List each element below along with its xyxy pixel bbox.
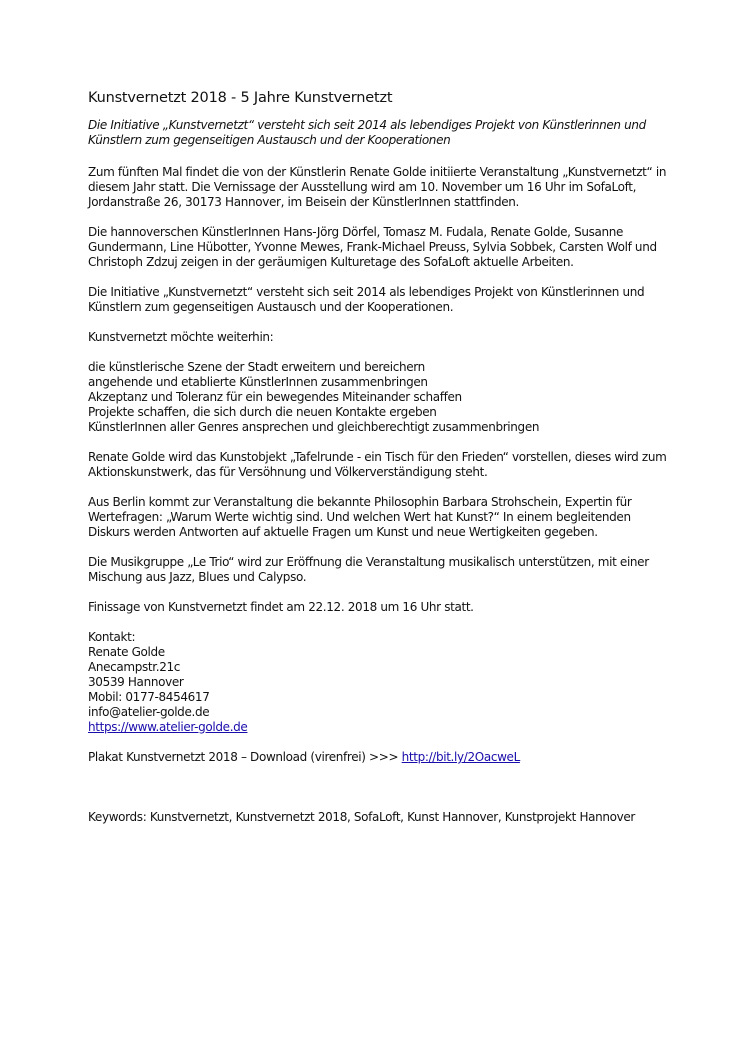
- list-item: die künstlerische Szene der Stadt erweitern und bereichern: [88, 360, 425, 374]
- contact-street: Anecampstr.21c: [88, 660, 181, 674]
- contact-label: Kontakt:: [88, 630, 136, 644]
- keywords-line: Keywords: Kunstvernetzt, Kunstvernetzt 2018, SofaLoft, Kunst Hannover, Kunstprojekt Hannover: [88, 810, 635, 824]
- document-subtitle: Die Initiative „Kunstvernetzt“ versteht sich seit 2014 als lebendiges Projekt von Künstlerinnen und Künstlern zum gegenseitigen Austausch und der Kooperationen: [88, 118, 646, 147]
- list-item: angehende und etablierte KünstlerInnen zusammenbringen: [88, 375, 428, 389]
- paragraph-philosophin: Aus Berlin kommt zur Veranstaltung die bekannte Philosophin Barbara Strohschein, Expertin für Wertefragen: „Warum Werte wichtig sind. Und welchen Wert hat Kunst?“ In einem begleitenden Diskurs werden Antworten auf aktuelle Fragen um Kunst und neue Wertigkeiten gegeben.: [88, 495, 632, 539]
- contact-mobile: Mobil: 0177-8454617: [88, 690, 210, 704]
- download-link[interactable]: http://bit.ly/2OacweL: [401, 750, 520, 764]
- paragraph-finissage: Finissage von Kunstvernetzt findet am 22.12. 2018 um 16 Uhr statt.: [88, 600, 474, 614]
- website-link[interactable]: https://www.atelier-golde.de: [88, 720, 248, 734]
- contact-email: info@atelier-golde.de: [88, 705, 210, 719]
- document-page: [88, 88, 668, 825]
- list-item: KünstlerInnen aller Genres ansprechen und gleichberechtigt zusammenbringen: [88, 420, 540, 434]
- goals-list: [88, 360, 668, 435]
- paragraph-tafelrunde: Renate Golde wird das Kunstobjekt „Tafelrunde - ein Tisch für den Frieden“ vorstellen, dieses wird zum Aktionskunstwerk, das für Versöhnung und Völkerverständigung steht.: [88, 450, 667, 479]
- paragraph-goals-intro: Kunstvernetzt möchte weiterhin:: [88, 330, 274, 344]
- contact-city: 30539 Hannover: [88, 675, 184, 689]
- list-item: Projekte schaffen, die sich durch die neuen Kontakte ergeben: [88, 405, 437, 419]
- contact-block: [88, 630, 668, 735]
- document-title: Kunstvernetzt 2018 - 5 Jahre Kunstvernetzt: [88, 90, 393, 106]
- paragraph-initiative: Die Initiative „Kunstvernetzt“ versteht sich seit 2014 als lebendiges Projekt von Künstlerinnen und Künstlern zum gegenseitigen Austausch und der Kooperationen.: [88, 285, 645, 314]
- download-line: [88, 750, 668, 765]
- paragraph-music: Die Musikgruppe „Le Trio“ wird zur Eröffnung die Veranstaltung musikalisch unterstützen, mit einer Mischung aus Jazz, Blues und Calypso.: [88, 555, 649, 584]
- paragraph-artists: Die hannoverschen KünstlerInnen Hans-Jörg Dörfel, Tomasz M. Fudala, Renate Golde, Susanne Gundermann, Line Hübotter, Yvonne Mewes, Frank-Michael Preuss, Sylvia Sobbek, Carsten Wolf und Christoph Zdzuj zeigen in der geräumigen Kulturetage des SofaLoft aktuelle Arbeiten.: [88, 225, 657, 269]
- download-text: Plakat Kunstvernetzt 2018 – Download (virenfrei) >>>: [88, 750, 402, 764]
- list-item: Akzeptanz und Toleranz für ein bewegendes Miteinander schaffen: [88, 390, 462, 404]
- paragraph-vernissage: Zum fünften Mal findet die von der Künstlerin Renate Golde initiierte Veranstaltung „Kunstvernetzt“ in diesem Jahr statt. Die Vernissage der Ausstellung wird am 10. November um 16 Uhr im SofaLoft, Jordanstraße 26, 30173 Hannover, im Beisein der KünstlerInnen stattfinden.: [88, 165, 667, 209]
- contact-name: Renate Golde: [88, 645, 165, 659]
